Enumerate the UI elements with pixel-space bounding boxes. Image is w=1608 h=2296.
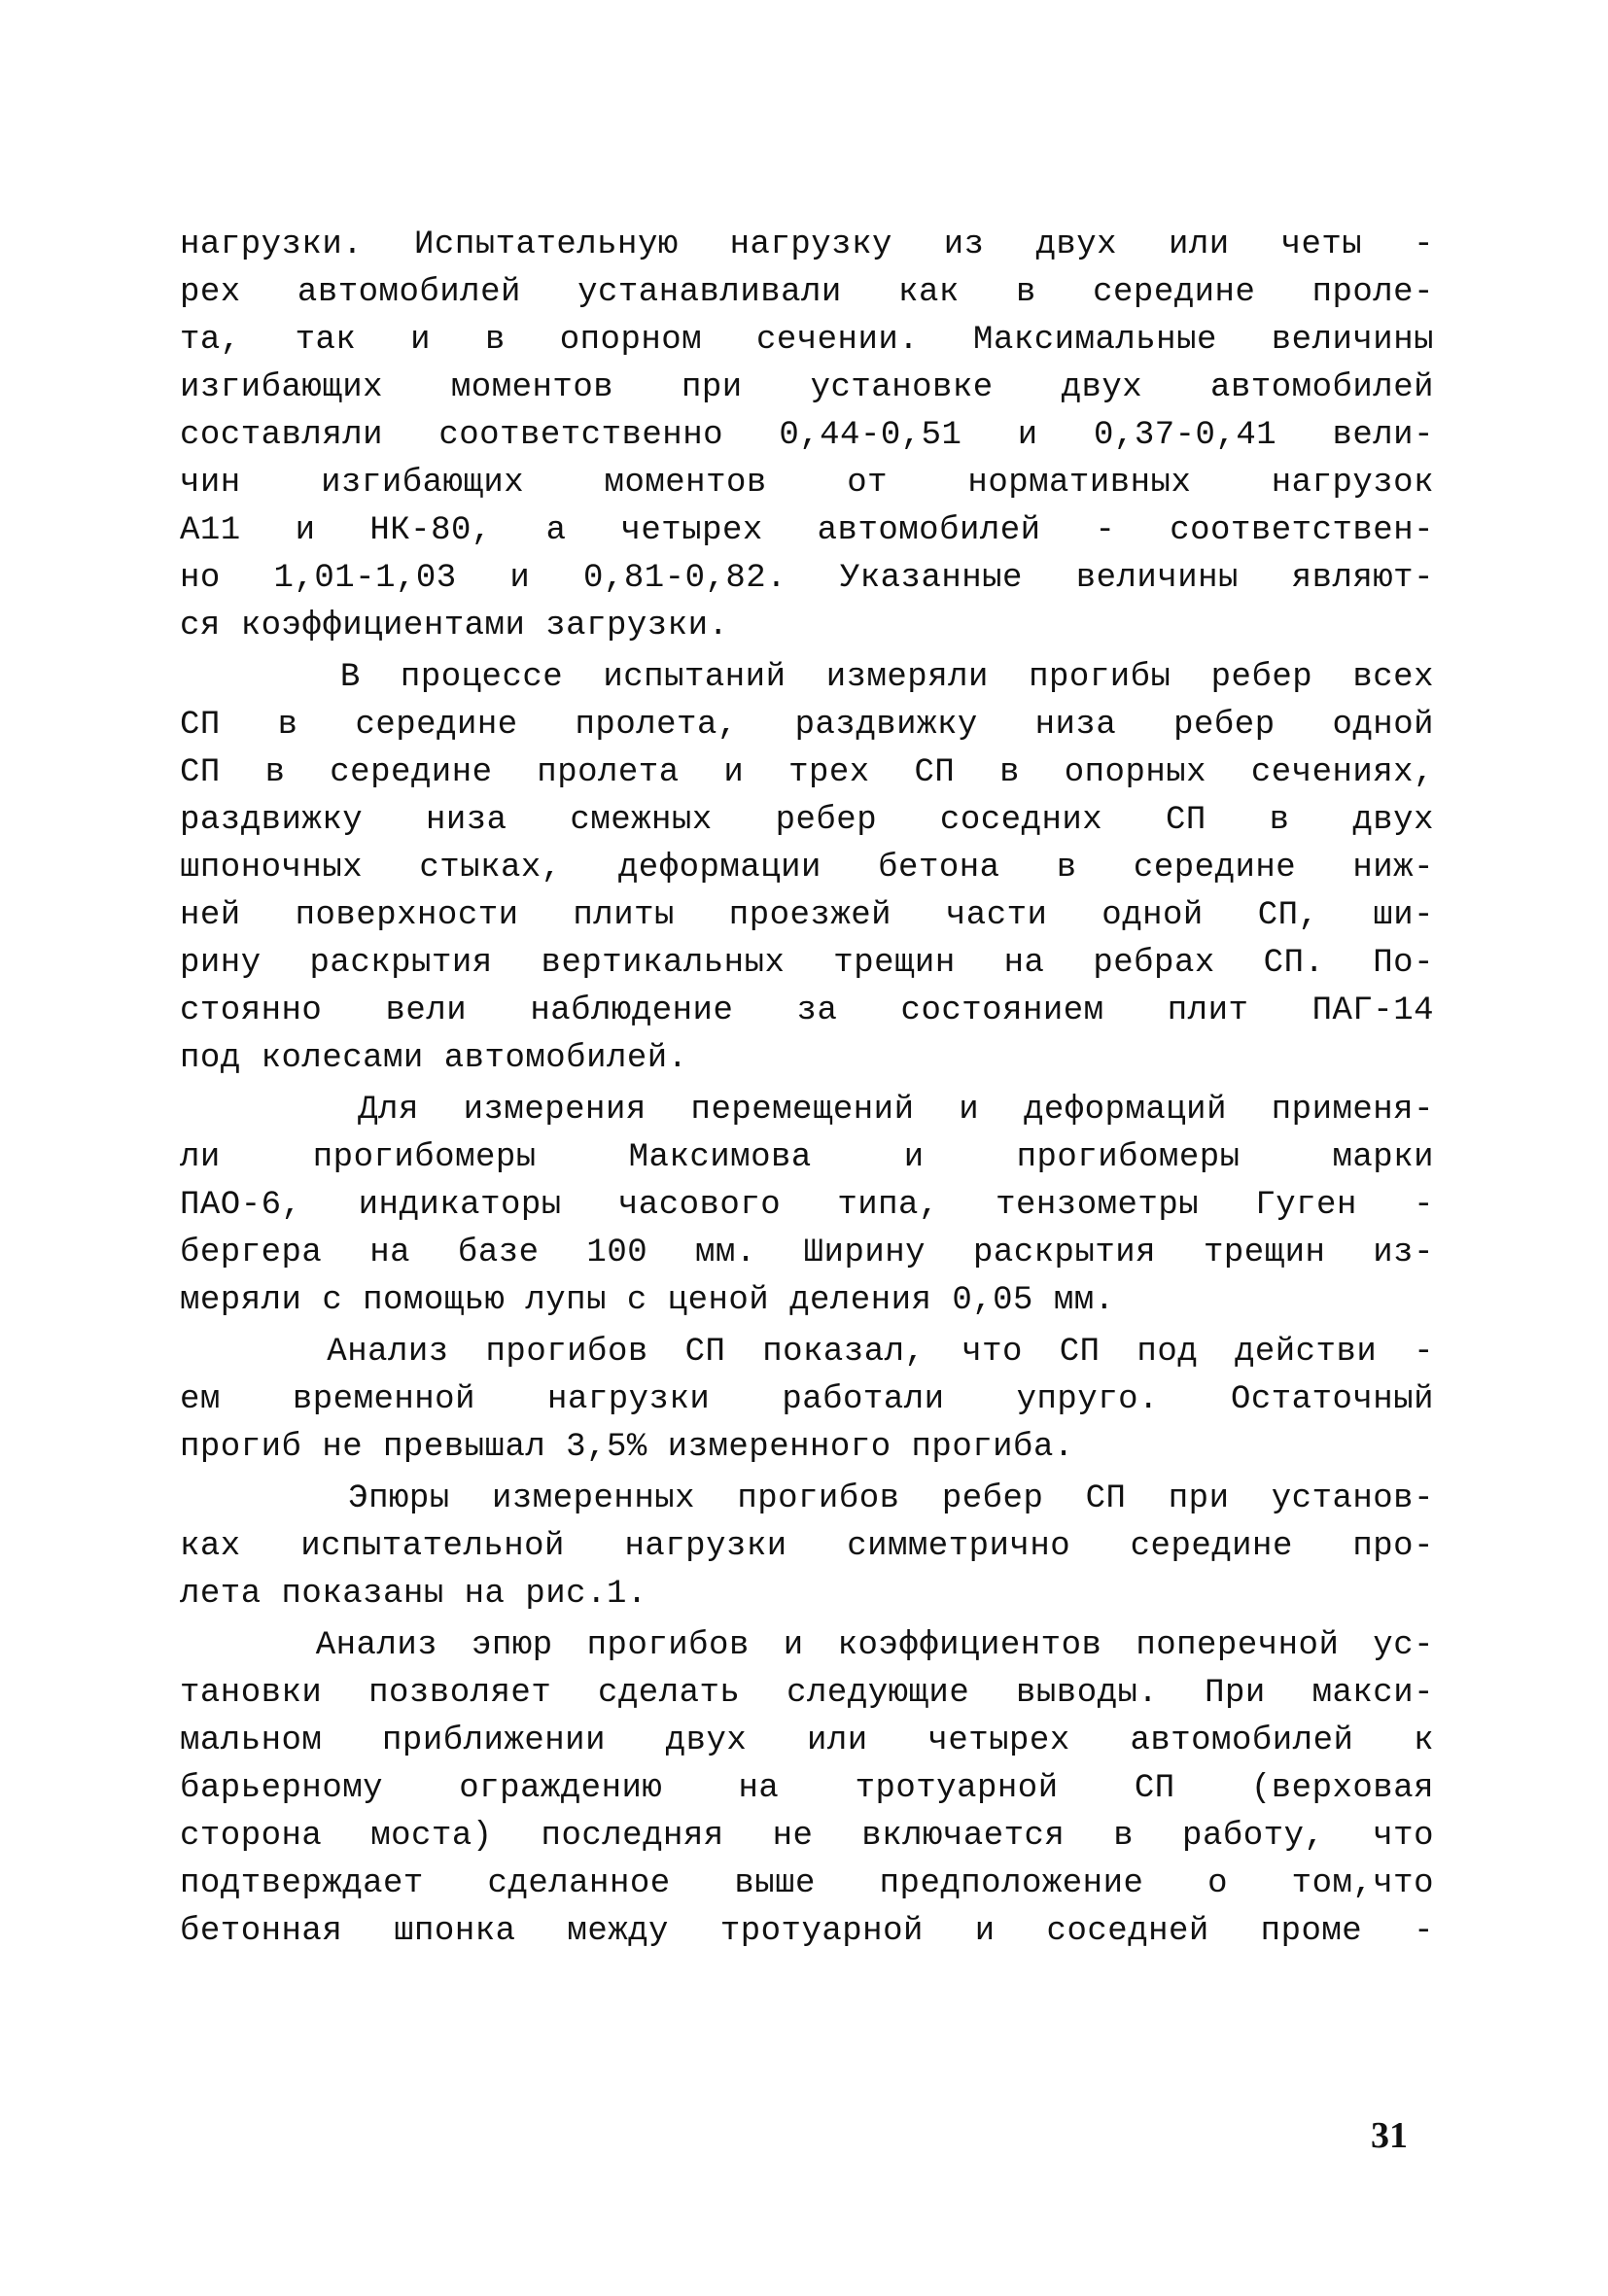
- paragraph-5: [180, 1476, 1434, 1618]
- text-line: чин изгибающих моментов от нормативных нагрузок: [180, 465, 1434, 502]
- text-line: та, так и в опорном сечении. Максимальные величины: [180, 322, 1434, 359]
- paragraph-6: [180, 1622, 1434, 1956]
- text-line: сторона моста) последняя не включается в работу, что: [180, 1818, 1434, 1855]
- text-line: ли прогибомеры Максимова и прогибомеры марки: [180, 1139, 1434, 1176]
- paragraph-1: [180, 222, 1434, 650]
- page-number: 31: [1371, 2115, 1408, 2156]
- text-line: Эпюры измеренных прогибов ребер СП при установ-: [180, 1480, 1434, 1517]
- paragraph-2: [180, 654, 1434, 1083]
- text-line: подтверждает сделанное выше предположение о том,что: [180, 1865, 1434, 1902]
- text-line: бетонная шпонка между тротуарной и соседней проме -: [180, 1913, 1434, 1950]
- text-line: прогиб не превышал 3,5% измеренного прогиба.: [180, 1429, 1074, 1466]
- paragraph-4: [180, 1329, 1434, 1472]
- text-line: Анализ прогибов СП показал, что СП под действи -: [180, 1334, 1434, 1371]
- body-text: [180, 222, 1434, 1960]
- text-line: тановки позволяет сделать следующие выводы. При макси-: [180, 1675, 1434, 1712]
- text-line: бергера на базе 100 мм. Ширину раскрытия трещин из-: [180, 1235, 1434, 1271]
- text-line: меряли с помощью лупы с ценой деления 0,05 мм.: [180, 1282, 1115, 1319]
- text-line: шпоночных стыках, деформации бетона в середине ниж-: [180, 850, 1434, 887]
- text-line: рину раскрытия вертикальных трещин на ребрах СП. По-: [180, 945, 1434, 982]
- text-line: но 1,01-1,03 и 0,81-0,82. Указанные величины являют-: [180, 560, 1434, 597]
- text-line: СП в середине пролета, раздвижку низа ребер одной: [180, 707, 1434, 744]
- text-line: Для измерения перемещений и деформаций применя-: [180, 1092, 1434, 1129]
- text-line: рех автомобилей устанавливали как в середине проле-: [180, 274, 1434, 311]
- text-line: СП в середине пролета и трех СП в опорных сечениях,: [180, 754, 1434, 791]
- text-line: изгибающих моментов при установке двух автомобилей: [180, 369, 1434, 406]
- text-line: раздвижку низа смежных ребер соседних СП в двух: [180, 802, 1434, 839]
- text-line: барьерному ограждению на тротуарной СП (верховая: [180, 1770, 1434, 1807]
- text-line: мальном приближении двух или четырех автомобилей к: [180, 1722, 1434, 1759]
- text-line: лета показаны на рис.1.: [180, 1576, 647, 1613]
- text-line: ней поверхности плиты проезжей части одной СП, ши-: [180, 897, 1434, 934]
- text-line: стоянно вели наблюдение за состоянием плит ПАГ-14: [180, 992, 1434, 1029]
- text-line: ся коэффициентами загрузки.: [180, 608, 729, 644]
- text-line: А11 и НК-80, а четырех автомобилей - соответствен-: [180, 512, 1434, 549]
- text-line: ПАО-6, индикаторы часового типа, тензометры Гуген -: [180, 1187, 1434, 1224]
- text-line: составляли соответственно 0,44-0,51 и 0,37-0,41 вели-: [180, 417, 1434, 454]
- paragraph-3: [180, 1087, 1434, 1325]
- text-line: В процессе испытаний измеряли прогибы ребер всех: [180, 659, 1434, 696]
- text-line: ем временной нагрузки работали упруго. Остаточный: [180, 1381, 1434, 1418]
- text-line: ках испытательной нагрузки симметрично середине про-: [180, 1528, 1434, 1565]
- text-line: Анализ эпюр прогибов и коэффициентов поперечной ус-: [180, 1627, 1434, 1664]
- text-line: под колесами автомобилей.: [180, 1040, 688, 1077]
- text-line: нагрузки. Испытательную нагрузку из двух или четы -: [180, 226, 1434, 263]
